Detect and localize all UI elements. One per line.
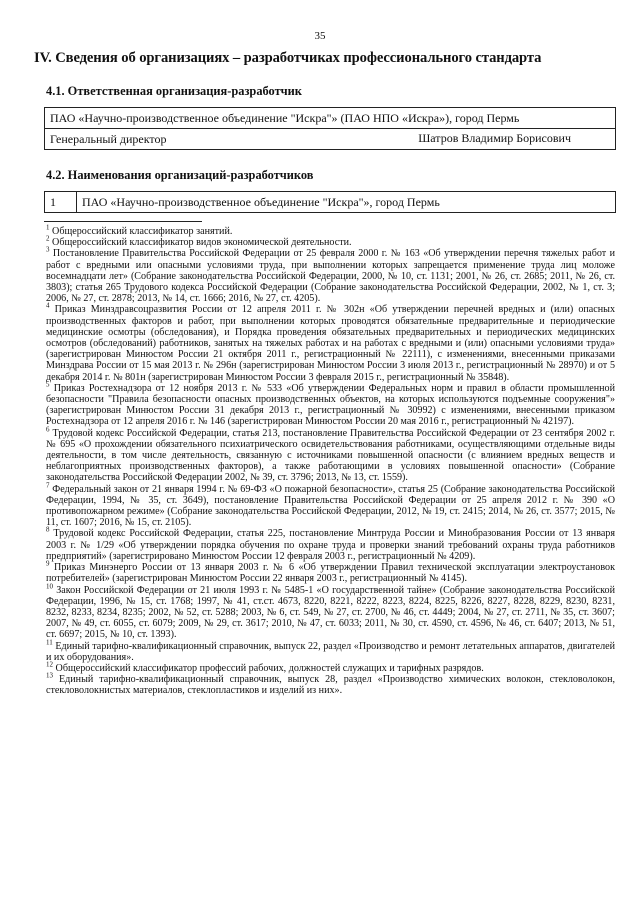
- footnote-text: Единый тарифно-квалификационный справочник, выпуск 22, раздел «Производство и ремонт летательных аппаратов, двигателей и их оборудования».: [46, 640, 616, 663]
- page-number: 35: [314, 30, 326, 42]
- footnote-marker: 13: [46, 671, 53, 680]
- footnote-marker: 8: [46, 526, 50, 535]
- footnote-8: [46, 528, 615, 562]
- footnote-marker: 3: [46, 246, 50, 255]
- footnote-marker: 1: [46, 223, 50, 232]
- responsible-org-table: [44, 107, 616, 150]
- responsible-org-name: ПАО «Научно-производственное объединение "Искра"» (ПАО НПО «Искра»), город Пермь: [45, 108, 616, 129]
- footnote-text: Общероссийский классификатор видов экономической деятельности.: [52, 237, 352, 249]
- footnote-text: Федеральный закон от 21 января 1994 г. № 69-ФЗ «О пожарной безопасности», статья 25 (Собрание законодательства Российской Федерации, 1994, № 35, ст. 3649), постановление Правительства Российской Федерации от 25 апреля 2012 г. № 390 «О противопожарном режиме» (Собрание законодательства Российской Федерации, 2012, № 19, ст. 2415; 2014, № 26, ст. 3577; 2015, № 11, ст. 1607; 2016, № 15, ст. 2105).: [46, 483, 615, 529]
- footnote-marker: 7: [46, 481, 50, 490]
- footnote-text: Общероссийский классификатор профессий рабочих, должностей служащих и тарифных разрядов.: [55, 662, 484, 674]
- footnote-text: Единый тарифно-квалификационный справочник, выпуск 28, раздел «Производство химических волокон, стекловолокон, стекловолокнистых материалов, стеклопластиков и изделий из них».: [46, 674, 615, 697]
- footnote-marker: 6: [46, 425, 50, 434]
- footnote-marker: 4: [46, 302, 50, 311]
- footnote-marker: 5: [46, 380, 50, 389]
- footnote-marker: 12: [46, 660, 53, 669]
- footnotes: [46, 223, 616, 697]
- footnote-text: Трудовой кодекс Российской Федерации, статья 225, постановление Минтруда России и Минобразования России от 13 января 2003 г. № 1/29 «Об утверждении порядка обучения по охране труда и проверки знаний требований охраны труда работников предприятий» (зарегистрировано Минюстом России 12 февраля 2003 г., регистрационный № 4209).: [46, 528, 615, 562]
- footnote-marker: 10: [46, 582, 53, 591]
- footnote-marker: 11: [46, 638, 53, 647]
- responsible-org-heading: 4.1. Ответственная организация-разработчик: [46, 84, 302, 98]
- footnote-text: Приказ Минздравсоцразвития России от 12 апреля 2011 г. № 302н «Об утверждении перечней вредных и (или) опасных производственных факторов и работ, при выполнении которых проводятся обязательные предварительные и периодические медицинские осмотры (обследования), и Порядка проведения обязательных предварительных и периодических медицинских осмотров (обследований) работников, занятых на тяжелых работах и на работах с вредными и (или) опасными условиями труда» (зарегистрирован Минюстом России 21 октября 2011 г., регистрационный № 22111), с изменениями, внесенными приказами Минздрава России от 15 мая 2013 г. № 296н (зарегистрирован Минюстом России 3 июля 2013 г., регистрационный № 28970) и от 5 декабря 2014 г. № 801н (зарегистрирован Минюстом России 3 февраля 2015 г., регистрационный № 35848).: [46, 304, 615, 383]
- footnote-text: Постановление Правительства Российской Федерации от 25 февраля 2000 г. № 163 «Об утверждении перечня тяжелых работ и работ с вредными или опасными условиями труда, при выполнении которых запрещается применение труда лиц моложе восемнадцати лет» (Собрание законодательства Российской Федерации, 2000, № 10, ст. 1131; 2001, № 26, ст. 2685; 2011, № 26, ст. 3803); статья 265 Трудового кодекса Российской Федерации (Собрание законодательства Российской Федерации, 2002, № 1, ст. 3; 2006, № 27, ст. 2878; 2013, № 14, ст. 1666; 2016, № 27, ст. 4205).: [46, 248, 615, 305]
- footnote-11: [46, 638, 616, 663]
- footnote-separator: [44, 221, 202, 222]
- footnote-text: Приказ Ростехнадзора от 12 ноября 2013 г. № 533 «Об утверждении Федеральных норм и правил в области промышленной безопасности "Правила безопасности опасных производственных объектов, на которых используются подъемные сооружения"» (зарегистрирован Минюстом России 31 декабря 2013 г., регистрационный № 30992) с изменениями, внесенными приказом Ростехнадзора от 12 апреля 2016 г. № 146 (зарегистрирован Минюстом России 20 мая 2016 г., регистрационный № 42197).: [46, 382, 615, 428]
- director-name: Шатров Владимир Борисович: [418, 131, 571, 145]
- footnote-7: [46, 481, 615, 529]
- footnote-9: [46, 559, 616, 585]
- developer-row-name: ПАО «Научно-производственное объединение "Искра"», город Пермь: [77, 192, 616, 213]
- footnote-text: Трудовой кодекс Российской Федерации, статья 213, постановление Правительства Российской Федерации от 23 сентября 2002 г. № 695 «О прохождении обязательного психиатрического освидетельствования работниками, осуществляющими отдельные виды деятельности, в том числе деятельность, связанную с источниками повышенной опасности (с влиянием вредных веществ и неблагоприятных производственных факторов), а также работающими в условиях повышенной опасности» (Собрание законодательства Российской Федерации 2002, № 39, ст. 3796; 2013, № 13, ст. 1559).: [46, 427, 615, 484]
- footnote-2: [46, 234, 615, 249]
- developer-row: [45, 192, 616, 213]
- footnote-6: [46, 425, 615, 484]
- developer-row-number: 1: [45, 192, 77, 213]
- footnote-text: Общероссийский классификатор занятий.: [52, 226, 233, 237]
- footnote-5: [46, 380, 615, 428]
- director-role: Генеральный директор: [50, 131, 167, 146]
- footnote-marker: 2: [46, 234, 50, 243]
- footnote-3: [46, 248, 615, 304]
- footnote-10: [46, 582, 615, 641]
- footnote-text: Приказ Минэнерго России от 13 января 2003 г. № 6 «Об утверждении Правил технической эксплуатации электроустановок потребителей» (зарегистрирован Минюстом России 22 января 2003 г., регистрационный № 4145).: [46, 562, 616, 585]
- footnote-12: [46, 660, 615, 674]
- footnote-text: Закон Российской Федерации от 21 июля 1993 г. № 5485-1 «О государственной тайне» (Собрание законодательства Российской Федерации, 1996, № 15, ст. 1768; 1997, № 41, ст.ст. 4673, 8220, 8221, 8222, 8223, 8224, 8225, 8226, 8227, 8228, 8229, 8230, 8231, 8232, 8233, 8234, 8235; 2002, № 52, ст. 5288; 2003, № 6, ст. 549, № 27, ст. 2700, № 46, ст. 4449; 2004, № 27, ст. 2711, № 35, ст. 3607; 2007, № 49, ст. 6055, ст. 6079; 2009, № 29, ст. 3617; 2010, № 47, ст. 6033; 2011, № 30, ст. 4590, ст. 4596, № 46, ст. 6407; 2013, № 51, ст. 6697; 2015, № 10, ст. 1393).: [46, 584, 615, 641]
- footnote-13: [46, 671, 615, 697]
- footnote-1: [46, 223, 615, 237]
- responsible-person-row: [45, 129, 616, 150]
- developer-orgs-heading: 4.2. Наименования организаций-разработчиков: [46, 168, 314, 182]
- section-title: IV. Сведения об организациях – разработчиках профессионального стандарта: [34, 50, 542, 66]
- footnote-marker: 9: [46, 559, 50, 568]
- developer-orgs-table: [44, 191, 616, 213]
- footnote-4: [46, 304, 615, 382]
